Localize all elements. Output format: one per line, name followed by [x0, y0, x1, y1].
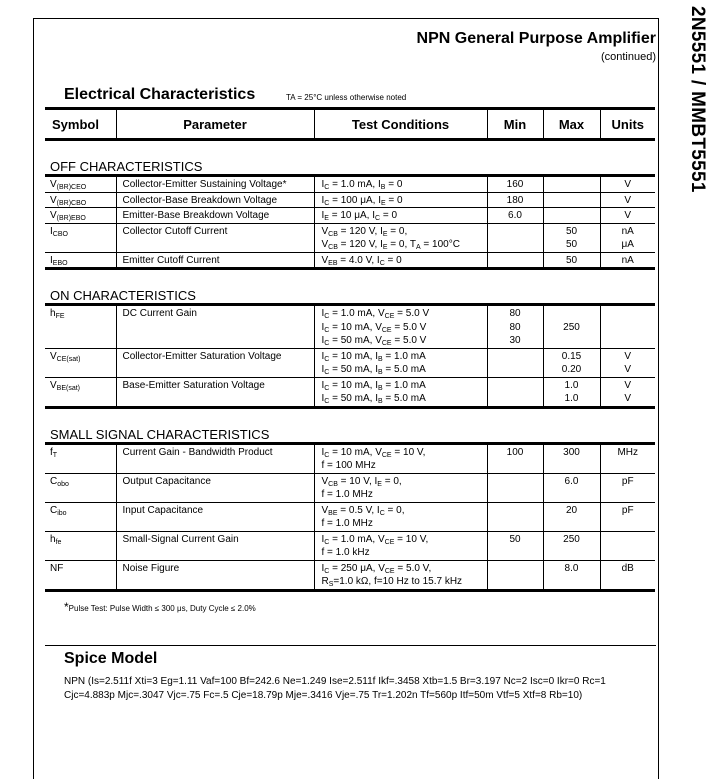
- group-small-signal-row: [45, 407, 655, 443]
- parameter-cell: Small-Signal Current Gain: [116, 531, 314, 560]
- symbol-cell: $V_{BE(sat)}$: [45, 377, 116, 407]
- units-cell: V: [600, 176, 655, 193]
- document-title: NPN General Purpose Amplifier: [416, 30, 656, 47]
- min-cell: [487, 223, 543, 252]
- max-cell: [543, 176, 600, 193]
- units-cell: pF: [600, 502, 655, 531]
- group-off-row: [45, 140, 655, 176]
- min-cell: [487, 377, 543, 407]
- parameter-cell: Collector Cutoff Current: [116, 223, 314, 252]
- table-row: [45, 192, 655, 208]
- conditions-cell: $I_C = 1.0$ mA, $V_{CE} = 5.0$ V $I_C = 10$ mA, $V_{CE} = 5.0$ V $I_C = 50$ mA, $V_{CE} = 5.0$ V: [314, 305, 487, 349]
- table-row: [45, 560, 655, 590]
- table-row: [45, 473, 655, 502]
- max-cell: 50 50: [543, 223, 600, 252]
- symbol-cell: $h_{FE}$: [45, 305, 116, 349]
- parameter-cell: Noise Figure: [116, 560, 314, 590]
- header-parameter: Parameter: [116, 109, 314, 140]
- conditions-cell: $V_{CB} = 10$ V, $I_E = 0$, f = 1.0 MHz: [314, 473, 487, 502]
- units-cell: [600, 305, 655, 349]
- symbol-cell: $C_{ibo}$: [45, 502, 116, 531]
- conditions-cell: $I_C = 10$ mA, $I_B = 1.0$ mA $I_C = 50$ mA, $I_B = 5.0$ mA: [314, 377, 487, 407]
- units-cell: nA: [600, 252, 655, 269]
- parameter-cell: Output Capacitance: [116, 473, 314, 502]
- group-on-row: [45, 269, 655, 305]
- table-row: [45, 176, 655, 193]
- symbol-cell: $I_{CBO}$: [45, 223, 116, 252]
- conditions-cell: $V_{BE} = 0.5$ V, $I_C = 0$, f = 1.0 MHz: [314, 502, 487, 531]
- header-symbol: Symbol: [45, 109, 116, 140]
- units-cell: V: [600, 192, 655, 208]
- min-cell: [487, 502, 543, 531]
- symbol-cell: $I_{EBO}$: [45, 252, 116, 269]
- symbol-cell: $V_{(BR)CEO}$: [45, 176, 116, 193]
- table-row: [45, 443, 655, 473]
- conditions-cell: $I_C = 1.0$ mA, $V_{CE} = 10$ V, f = 1.0 kHz: [314, 531, 487, 560]
- min-cell: 6.0: [487, 208, 543, 224]
- symbol-cell: $V_{(BR)CBO}$: [45, 192, 116, 208]
- header-min: Min: [487, 109, 543, 140]
- parameter-cell: Collector-Emitter Sustaining Voltage*: [116, 176, 314, 193]
- conditions-cell: $V_{EB} = 4.0$ V, $I_C = 0$: [314, 252, 487, 269]
- units-cell: V: [600, 208, 655, 224]
- conditions-cell: $I_E = 10$ μA, $I_C = 0$: [314, 208, 487, 224]
- table-row: [45, 502, 655, 531]
- max-cell: [543, 192, 600, 208]
- parameter-cell: Input Capacitance: [116, 502, 314, 531]
- max-cell: 6.0: [543, 473, 600, 502]
- header-max: Max: [543, 109, 600, 140]
- parameter-cell: Collector-Emitter Saturation Voltage: [116, 348, 314, 377]
- parameter-cell: Collector-Base Breakdown Voltage: [116, 192, 314, 208]
- group-title: ON CHARACTERISTICS: [45, 269, 655, 305]
- section-divider: [45, 645, 656, 646]
- table-row: [45, 531, 655, 560]
- conditions-cell: $I_C = 1.0$ mA, $I_B = 0$: [314, 176, 487, 193]
- units-cell: MHz: [600, 443, 655, 473]
- header-units: Units: [600, 109, 655, 140]
- min-cell: [487, 473, 543, 502]
- min-cell: 160: [487, 176, 543, 193]
- section-heading: Electrical Characteristics: [64, 86, 256, 103]
- units-cell: V V: [600, 377, 655, 407]
- conditions-cell: $I_C = 100$ μA, $I_E = 0$: [314, 192, 487, 208]
- table-body: [45, 140, 655, 591]
- table-row: [45, 252, 655, 269]
- symbol-cell: $C_{obo}$: [45, 473, 116, 502]
- table-row: [45, 223, 655, 252]
- min-cell: [487, 348, 543, 377]
- min-cell: [487, 560, 543, 590]
- symbol-cell: $V_{CE(sat)}$: [45, 348, 116, 377]
- units-cell: nA μA: [600, 223, 655, 252]
- section-note: TA = 25°C unless otherwise noted: [286, 93, 407, 102]
- max-cell: 250: [543, 305, 600, 349]
- units-cell: [600, 531, 655, 560]
- footnote-mark: *: [64, 600, 69, 614]
- parameter-cell: Emitter-Base Breakdown Voltage: [116, 208, 314, 224]
- table-row: [45, 348, 655, 377]
- min-cell: 180: [487, 192, 543, 208]
- units-cell: V V: [600, 348, 655, 377]
- max-cell: 1.0 1.0: [543, 377, 600, 407]
- min-cell: 100: [487, 443, 543, 473]
- max-cell: 50: [543, 252, 600, 269]
- spice-model-heading: Spice Model: [64, 650, 158, 667]
- table-row: [45, 305, 655, 349]
- units-cell: dB: [600, 560, 655, 590]
- symbol-cell: $h_{fe}$: [45, 531, 116, 560]
- header-test-conditions: Test Conditions: [314, 109, 487, 140]
- max-cell: [543, 208, 600, 224]
- max-cell: 0.15 0.20: [543, 348, 600, 377]
- table-row: [45, 208, 655, 224]
- max-cell: 300: [543, 443, 600, 473]
- conditions-cell: $I_C = 10$ mA, $I_B = 1.0$ mA $I_C = 50$ mA, $I_B = 5.0$ mA: [314, 348, 487, 377]
- footnote: [64, 600, 256, 614]
- min-cell: 80 80 30: [487, 305, 543, 349]
- max-cell: 250: [543, 531, 600, 560]
- side-part-number: [672, 6, 720, 426]
- conditions-cell: $I_C = 250$ μA, $V_{CE} = 5.0$ V, $R_S=1.0$ kΩ, f=10 Hz to 15.7 kHz: [314, 560, 487, 590]
- parameter-cell: Emitter Cutoff Current: [116, 252, 314, 269]
- group-title: SMALL SIGNAL CHARACTERISTICS: [45, 407, 655, 443]
- footnote-text: Pulse Test: Pulse Width ≤ 300 μs, Duty Cycle ≤ 2.0%: [68, 604, 256, 613]
- parameter-cell: Base-Emitter Saturation Voltage: [116, 377, 314, 407]
- max-cell: 8.0: [543, 560, 600, 590]
- min-cell: [487, 252, 543, 269]
- table-row: [45, 377, 655, 407]
- parameter-cell: DC Current Gain: [116, 305, 314, 349]
- max-cell: 20: [543, 502, 600, 531]
- side-title-text: 2N5551 / MMBT5551: [687, 6, 708, 193]
- electrical-characteristics-table: [45, 107, 655, 592]
- document-subtitle: (continued): [600, 51, 656, 63]
- symbol-cell: $f_T$: [45, 443, 116, 473]
- table-header-row: [45, 109, 655, 140]
- symbol-cell: NF: [45, 560, 116, 590]
- units-cell: pF: [600, 473, 655, 502]
- min-cell: 50: [487, 531, 543, 560]
- conditions-cell: $I_C = 10$ mA, $V_{CE} = 10$ V, f = 100 MHz: [314, 443, 487, 473]
- parameter-cell: Current Gain - Bandwidth Product: [116, 443, 314, 473]
- group-title: OFF CHARACTERISTICS: [45, 140, 655, 176]
- conditions-cell: $V_{CB} = 120$ V, $I_E = 0$, $V_{CB} = 120$ V, $I_E = 0$, $T_A = 100^\circ C$: [314, 223, 487, 252]
- spice-model-text: NPN (Is=2.511f Xti=3 Eg=1.11 Vaf=100 Bf=242.6 Ne=1.249 Ise=2.511f Ikf=.3458 Xtb=1.5 Br=3.197 Nc=2 Isc=0 Ikr=0 Rc=1 Cjc=4.883p Mjc=.3047 Vjc=.75 Fc=.5 Cje=18.79p Mje=.3416 Vje=.75 Tr=1.202n Tf=560p Itf=50m Vtf=5 Xtf=8 Rb=10): [64, 676, 606, 701]
- symbol-cell: $V_{(BR)EBO}$: [45, 208, 116, 224]
